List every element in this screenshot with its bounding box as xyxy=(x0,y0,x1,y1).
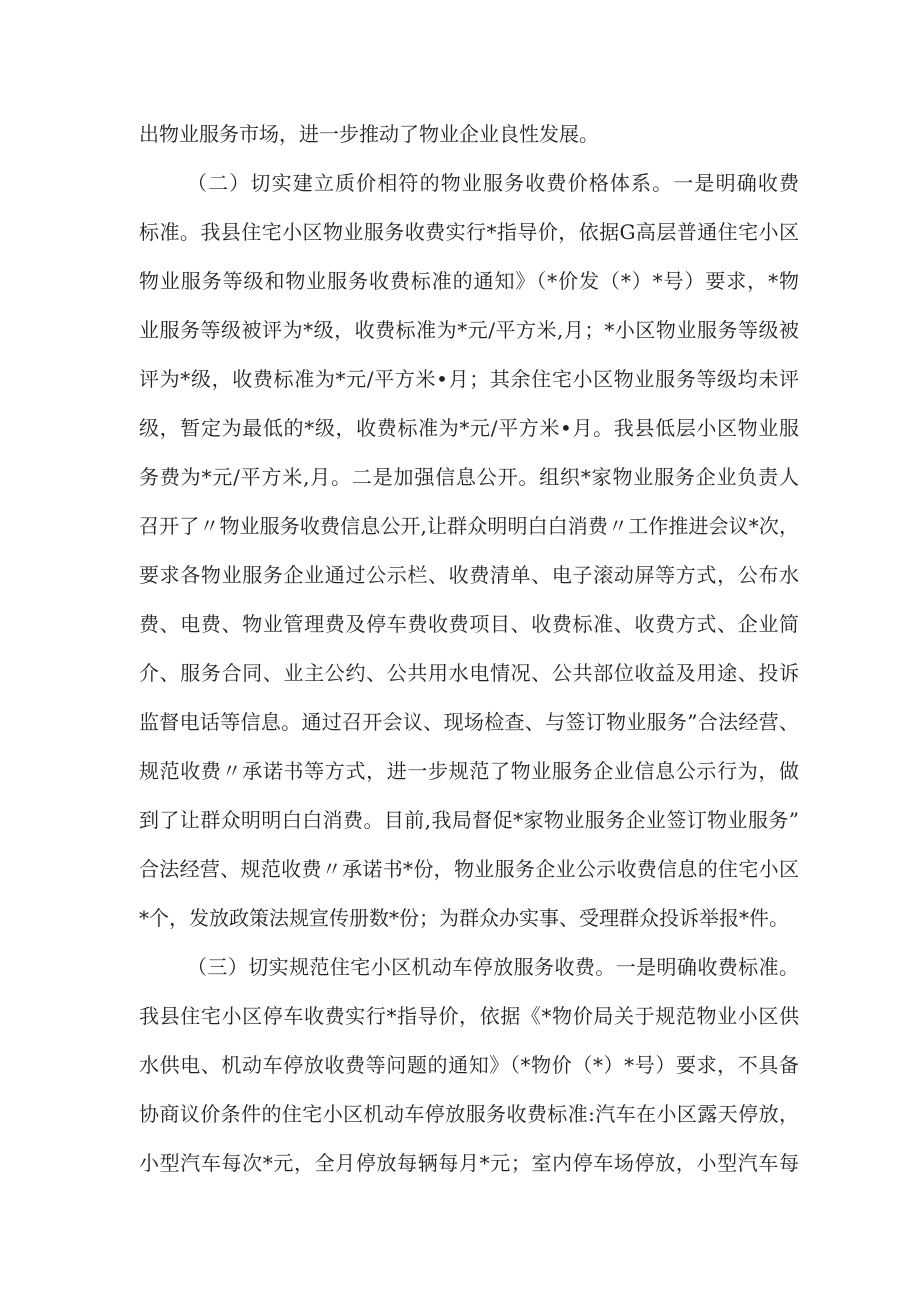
paragraph-start-line: （三）切实规范住宅小区机动车停放服务收费。一是明确收费标准。 xyxy=(187,955,799,979)
text-line: *个，发放政策法规宣传册数*份；为群众办实事、受理群众投诉举报*件。 xyxy=(139,906,789,930)
text-line: 出物业服务市场，进一步推动了物业企业良性发展。 xyxy=(139,122,599,146)
text-line: 小型汽车每次*元，全月停放每辆每月*元；室内停车场停放，小型汽车每 xyxy=(139,1151,799,1175)
text-line: 介、服务合同、业主公约、公共用水电情况、公共部位收益及用途、投诉 xyxy=(139,661,799,685)
text-line: 我县住宅小区停车收费实行*指导价，依据《*物价局关于规范物业小区供 xyxy=(139,1004,799,1028)
text-line: 务费为*元/平方米,月。二是加强信息公开。组织*家物业服务企业负责人 xyxy=(139,465,799,489)
text-line: 监督电话等信息。通过召开会议、现场检查、与签订物业服务”合法经营、 xyxy=(139,710,799,734)
text-line: 合法经营、规范收费〃承诺书*份，物业服务企业公示收费信息的住宅小区 xyxy=(139,857,799,881)
text-line: 协商议价条件的住宅小区机动车停放服务收费标准:汽车在小区露天停放， xyxy=(139,1102,799,1126)
text-line: 召开了〃物业服务收费信息公开,让群众明明白白消费〃工作推进会议*次， xyxy=(139,514,799,538)
text-line: 评为*级，收费标准为*元/平方米•月；其余住宅小区物业服务等级均未评 xyxy=(139,367,799,391)
text-line: 要求各物业服务企业通过公示栏、收费清单、电子滚动屏等方式，公布水 xyxy=(139,563,799,587)
text-line: 级，暂定为最低的*级，收费标准为*元/平方米•月。我县低层小区物业服 xyxy=(139,416,799,440)
text-line: 业服务等级被评为*级，收费标准为*元/平方米,月；*小区物业服务等级被 xyxy=(139,318,799,342)
text-line: 费、电费、物业管理费及停车费收费项目、收费标准、收费方式、企业简 xyxy=(139,612,799,636)
text-line: 水供电、机动车停放收费等问题的通知》（*物价（*）*号）要求，不具备 xyxy=(139,1053,799,1077)
text-line: 标准。我县住宅小区物业服务收费实行*指导价，依据G高层普通住宅小区 xyxy=(139,220,799,244)
paragraph-start-line: （二）切实建立质价相符的物业服务收费价格体系。一是明确收费 xyxy=(187,171,799,195)
text-line: 到了让群众明明白白消费。目前,我局督促*家物业服务企业签订物业服务” xyxy=(139,808,799,832)
text-line: 物业服务等级和物业服务收费标准的通知》（*价发（*）*号）要求，*物 xyxy=(139,269,799,293)
text-line: 规范收费〃承诺书等方式，进一步规范了物业服务企业信息公示行为，做 xyxy=(139,759,799,783)
